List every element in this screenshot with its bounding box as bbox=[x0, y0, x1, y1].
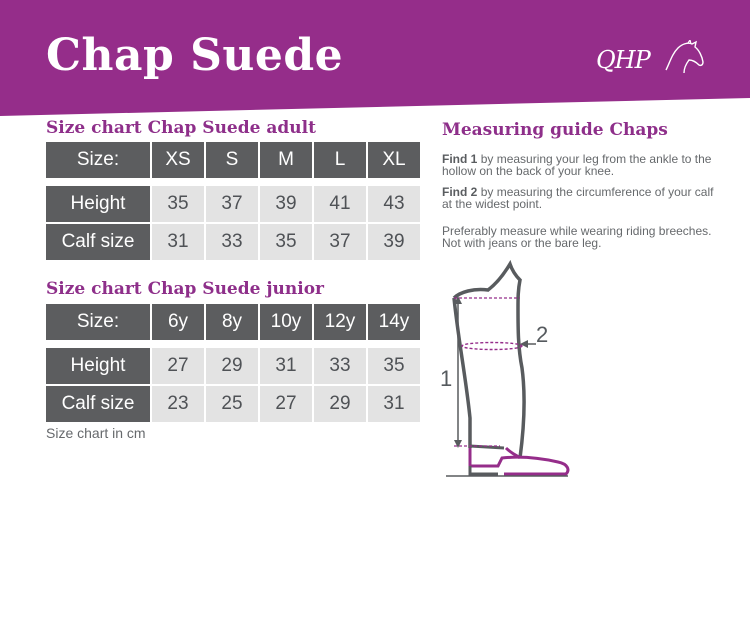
table-cell: 29 bbox=[206, 348, 258, 384]
table-row-calf-size bbox=[46, 224, 420, 260]
logo-text: QHP bbox=[596, 46, 650, 74]
size-header-cell: S bbox=[206, 142, 258, 178]
table-row-height bbox=[46, 186, 420, 222]
junior-chart-title: Size chart Chap Suede junior bbox=[46, 279, 324, 299]
size-header-cell: L bbox=[314, 142, 366, 178]
table-cell: 29 bbox=[314, 386, 366, 422]
size-header-cell: XL bbox=[368, 142, 420, 178]
qhp-logo bbox=[596, 40, 708, 80]
table-cell: 39 bbox=[368, 224, 420, 260]
size-header-cell: 8y bbox=[206, 304, 258, 340]
row-label: Height bbox=[46, 186, 150, 222]
table-cell: 35 bbox=[152, 186, 204, 222]
table-cell: 35 bbox=[368, 348, 420, 384]
guide-advice: Preferably measure while wearing riding breeches. Not with jeans or the bare leg. bbox=[442, 224, 712, 250]
size-header-cell: 14y bbox=[368, 304, 420, 340]
junior-size-table bbox=[46, 304, 420, 424]
size-header-label: Size: bbox=[46, 142, 150, 178]
table-cell: 27 bbox=[152, 348, 204, 384]
table-cell: 37 bbox=[314, 224, 366, 260]
table-cell: 37 bbox=[206, 186, 258, 222]
size-header-cell: 10y bbox=[260, 304, 312, 340]
table-cell: 31 bbox=[260, 348, 312, 384]
header-banner bbox=[0, 0, 750, 120]
table-cell: 43 bbox=[368, 186, 420, 222]
size-header-cell: XS bbox=[152, 142, 204, 178]
table-row-height bbox=[46, 348, 420, 384]
table-cell: 31 bbox=[368, 386, 420, 422]
row-label: Calf size bbox=[46, 224, 150, 260]
adult-chart-title: Size chart Chap Suede adult bbox=[46, 118, 316, 138]
size-header-label: Size: bbox=[46, 304, 150, 340]
table-header-row bbox=[46, 142, 420, 178]
step-2-label: Find 2 bbox=[442, 185, 478, 199]
calf-circumference-line bbox=[462, 343, 522, 350]
units-note: Size chart in cm bbox=[46, 425, 146, 441]
guide-step-1 bbox=[442, 153, 722, 177]
size-header-cell: 12y bbox=[314, 304, 366, 340]
table-cell: 27 bbox=[260, 386, 312, 422]
table-row-calf-size bbox=[46, 386, 420, 422]
step-1-text: by measuring your leg from the ankle to the hollow on the back of your knee. bbox=[442, 152, 712, 178]
table-cell: 39 bbox=[260, 186, 312, 222]
guide-title: Measuring guide Chaps bbox=[442, 120, 668, 140]
step-2-text: by measuring the circumference of your calf at the widest point. bbox=[442, 185, 714, 211]
table-header-row bbox=[46, 304, 420, 340]
marker-1: 1 bbox=[440, 366, 453, 391]
table-cell: 23 bbox=[152, 386, 204, 422]
row-label: Calf size bbox=[46, 386, 150, 422]
step-1-label: Find 1 bbox=[442, 152, 478, 166]
table-cell: 41 bbox=[314, 186, 366, 222]
table-cell: 33 bbox=[206, 224, 258, 260]
page-title: Chap Suede bbox=[46, 30, 344, 81]
chap-illustration bbox=[440, 258, 580, 485]
marker-2: 2 bbox=[536, 322, 549, 347]
size-header-cell: 6y bbox=[152, 304, 204, 340]
table-cell: 31 bbox=[152, 224, 204, 260]
table-cell: 25 bbox=[206, 386, 258, 422]
adult-size-table bbox=[46, 142, 420, 262]
table-cell: 33 bbox=[314, 348, 366, 384]
guide-step-2 bbox=[442, 186, 722, 210]
horse-head-icon bbox=[662, 40, 706, 76]
table-cell: 35 bbox=[260, 224, 312, 260]
size-header-cell: M bbox=[260, 142, 312, 178]
row-label: Height bbox=[46, 348, 150, 384]
leg-chap-diagram bbox=[440, 258, 580, 480]
